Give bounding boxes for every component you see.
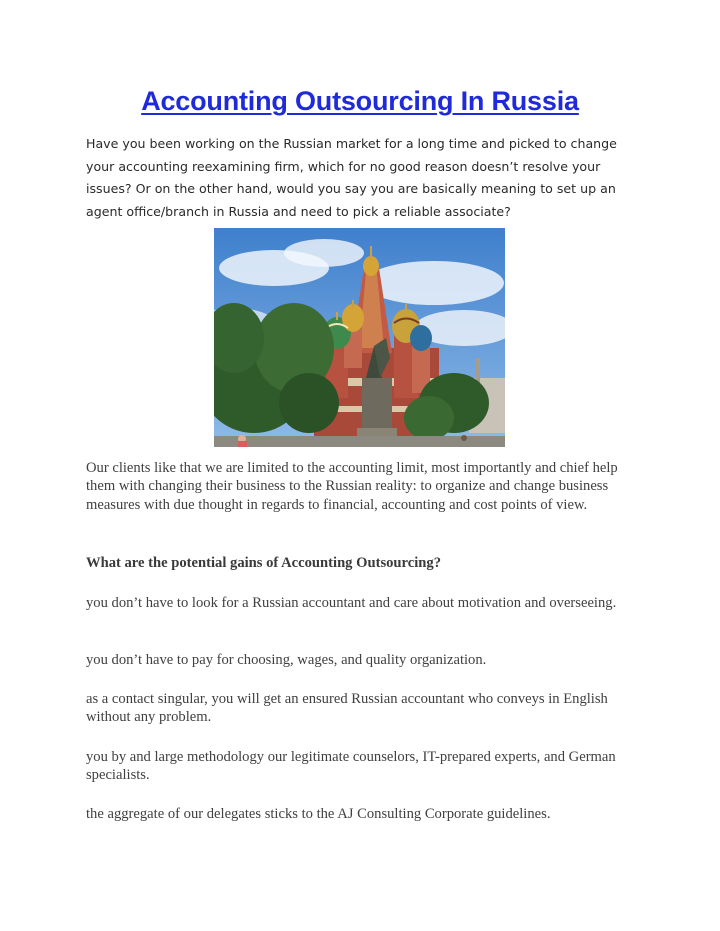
benefit-item: as a contact singular, you will get an ensured Russian accountant who conveys in English without any problem. (86, 691, 608, 726)
page-title: Accounting Outsourcing In Russia (141, 86, 579, 116)
benefit-item: you don’t have to pay for choosing, wages, and quality organization. (86, 652, 487, 668)
benefit-item: you don’t have to look for a Russian accountant and care about motivation and overseeing. (86, 595, 617, 611)
intro-paragraph: Have you been working on the Russian market for a long time and picked to change your accounting reexamining firm, which for no good reason doesn’t resolve your issues? Or on the other hand, would you say you are basically meaning to set up an agent office/branch in Russia and need to pick a reliable associate? (86, 136, 617, 219)
gains-heading: What are the potential gains of Accounting Outsourcing? (86, 555, 442, 571)
cathedral-illustration (214, 228, 505, 447)
benefit-item: you by and large methodology our legitimate counselors, IT-prepared experts, and German specialists. (86, 749, 616, 784)
cathedral-photo (214, 228, 505, 447)
benefit-item: the aggregate of our delegates sticks to the AJ Consulting Corporate guidelines. (86, 806, 551, 822)
clients-paragraph: Our clients like that we are limited to the accounting limit, most importantly and chief help them with changing their business to the Russian reality: to organize and change business measures with due thought in regards to financial, accounting and cost points of view. (86, 460, 618, 513)
